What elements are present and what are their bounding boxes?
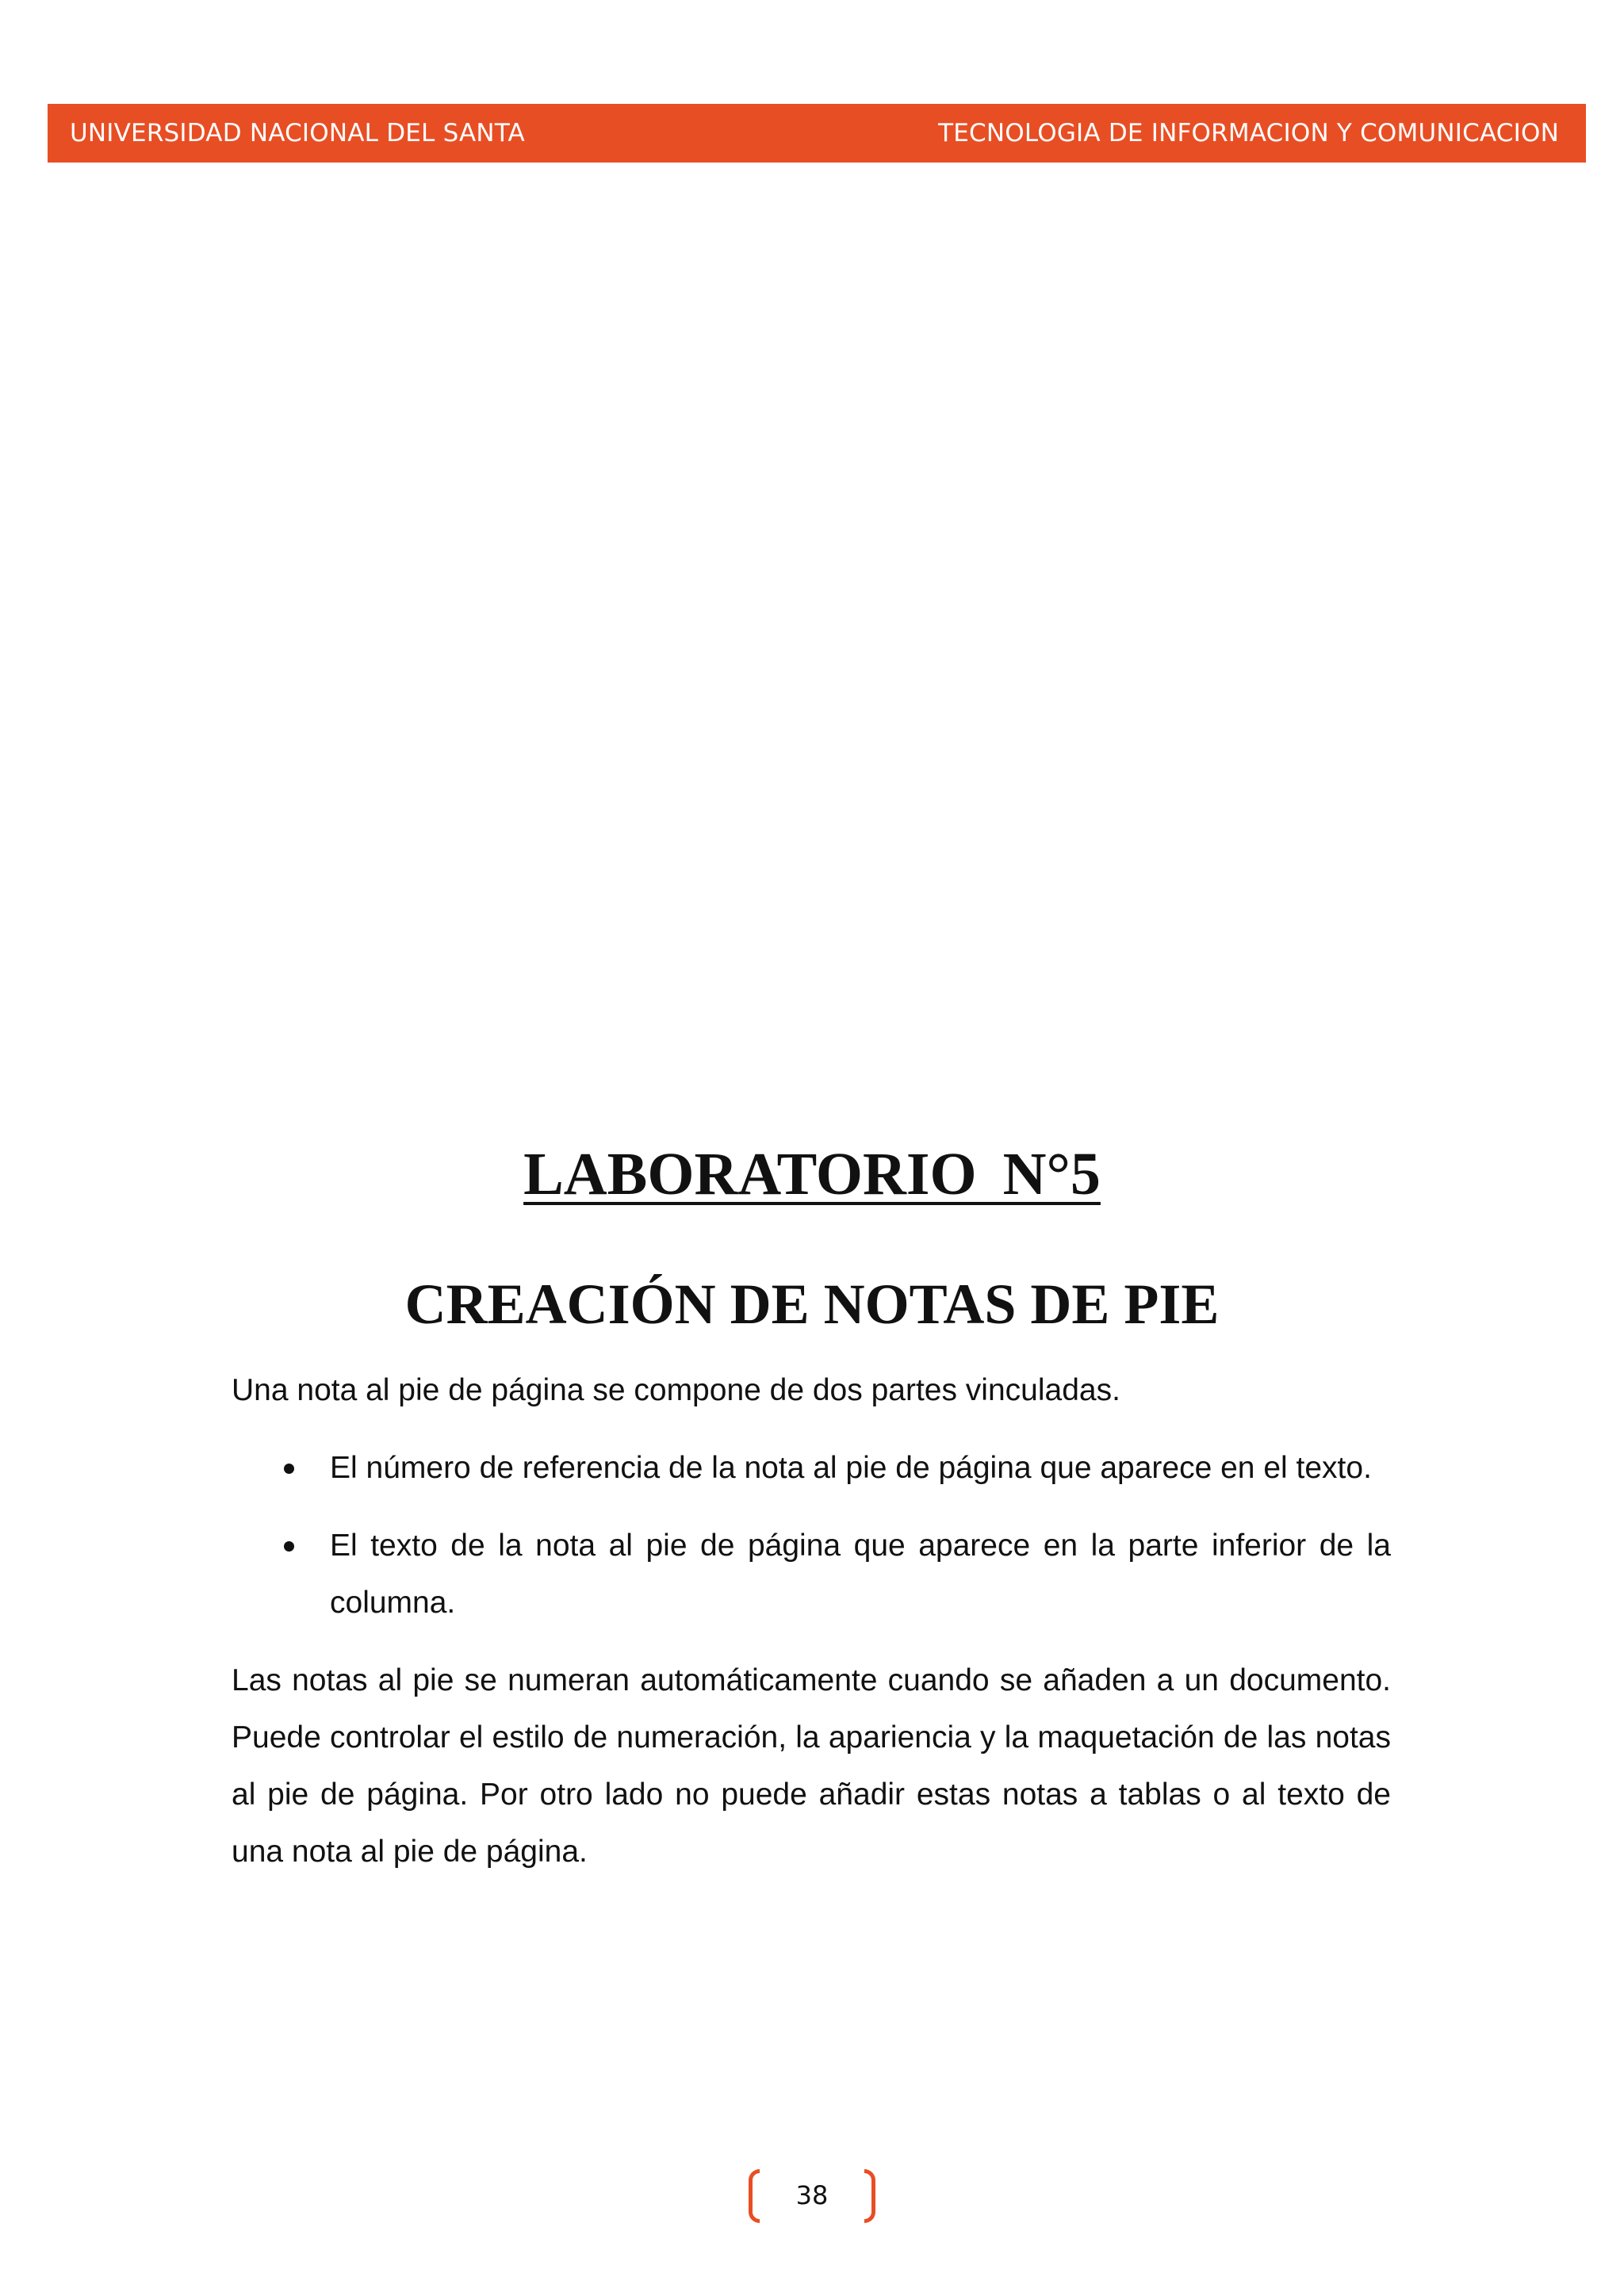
bullet-dot-icon [284,1464,294,1474]
page-number: 38 [795,2180,829,2210]
header-band [48,104,1586,163]
bullet-item [232,1440,1391,1497]
header-course-name: TECNOLOGIA DE INFORMACION Y COMUNICACION [938,119,1559,147]
body-content [232,1362,1391,1881]
right-bracket-icon [864,2169,875,2223]
bullet-list [232,1440,1391,1632]
bullet-text: El número de referencia de la nota al pie de página que aparece en el texto. [330,1451,1372,1485]
bullet-dot-icon [284,1541,294,1552]
bullet-text: El texto de la nota al pie de página que aparece en la parte inferior de la columna. [330,1529,1391,1620]
lab-title: LABORATORIO N°5 [523,1141,1101,1207]
section-title: CREACIÓN DE NOTAS DE PIE [404,1272,1220,1336]
page-number-frame [749,2169,875,2223]
body-paragraph: Las notas al pie se numeran automáticamente cuando se añaden a un documento. Puede controlar el estilo de numeración, la apariencia y la maquetación de las notas al pie de página. Por otro lado no puede añadir estas notas a tablas o al texto de una nota al pie de página. [232,1663,1391,1869]
header-university-name: UNIVERSIDAD NACIONAL DEL SANTA [70,119,525,147]
intro-paragraph: Una nota al pie de página se compone de dos partes vinculadas. [232,1373,1120,1407]
bullet-item [232,1517,1391,1632]
